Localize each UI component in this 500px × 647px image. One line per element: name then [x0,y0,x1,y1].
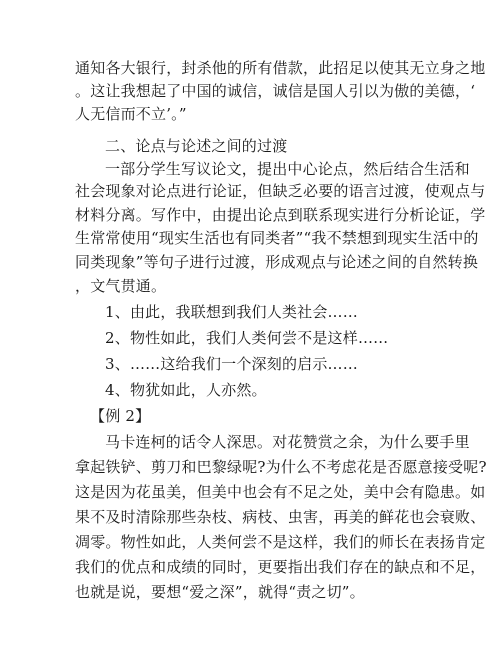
paragraph-line: 拿起铁铲、剪刀和巴黎绿呢?为什么不考虑花是否愿意接受呢? [75,458,487,476]
paragraph-line: 社会现象对论点进行论证，但缺乏必要的语言过渡，使观点与 [75,182,486,200]
paragraph-line: 我们的优点和成绩的同时，更要指出我们存在的缺点和不足， [75,558,486,576]
list-item: 1、由此，我联想到我们人类社会…… [105,303,358,321]
paragraph-line: 果不及时清除那些杂枝、病枝、虫害，再美的鲜花也会衰败、 [75,508,486,526]
paragraph-line: 这是因为花虽美，但美中也会有不足之处，美中会有隐患。如 [75,483,486,501]
paragraph-line: 也就是说，要想“爱之深”，就得“责之切”。 [75,583,365,601]
paragraph-line: ，文气贯通。 [75,277,167,295]
list-item: 3、……这给我们一个深刻的启示…… [105,355,358,373]
paragraph-line: 材料分离。写作中，由提出论点到联系现实进行分析论证，学 [75,206,486,224]
paragraph-line: 人无信而不立’。” [75,105,187,123]
paragraph-line: 同类现象”等句子进行过渡，形成观点与论述之间的自然转换 [75,253,479,271]
example-heading: 【例 2】 [90,407,151,425]
paragraph-line: 通知各大银行，封杀他的所有借款，此招足以使其无立身之地 [75,59,486,77]
paragraph-line: 一部分学生写议论文，提出中心论点，然后结合生活和 [105,160,470,178]
paragraph-line: 凋零。物性如此，人类何尝不是这样，我们的师长在表扬肯定 [75,533,486,551]
paragraph-line: 马卡连柯的话令人深思。对花赞赏之余，为什么要手里 [105,433,470,451]
list-item: 4、物犹如此，人亦然。 [105,381,267,399]
paragraph-line: 生常常使用“现实生活也有同类者”“我不禁想到现实生活中的 [75,229,479,247]
paragraph-line: 。这让我想起了中国的诚信，诚信是国人引以为傲的美德，‘ [75,82,476,100]
section-heading: 二、论点与论述之间的过渡 [105,137,288,155]
list-item: 2、物性如此，我们人类何尝不是这样…… [105,329,389,347]
